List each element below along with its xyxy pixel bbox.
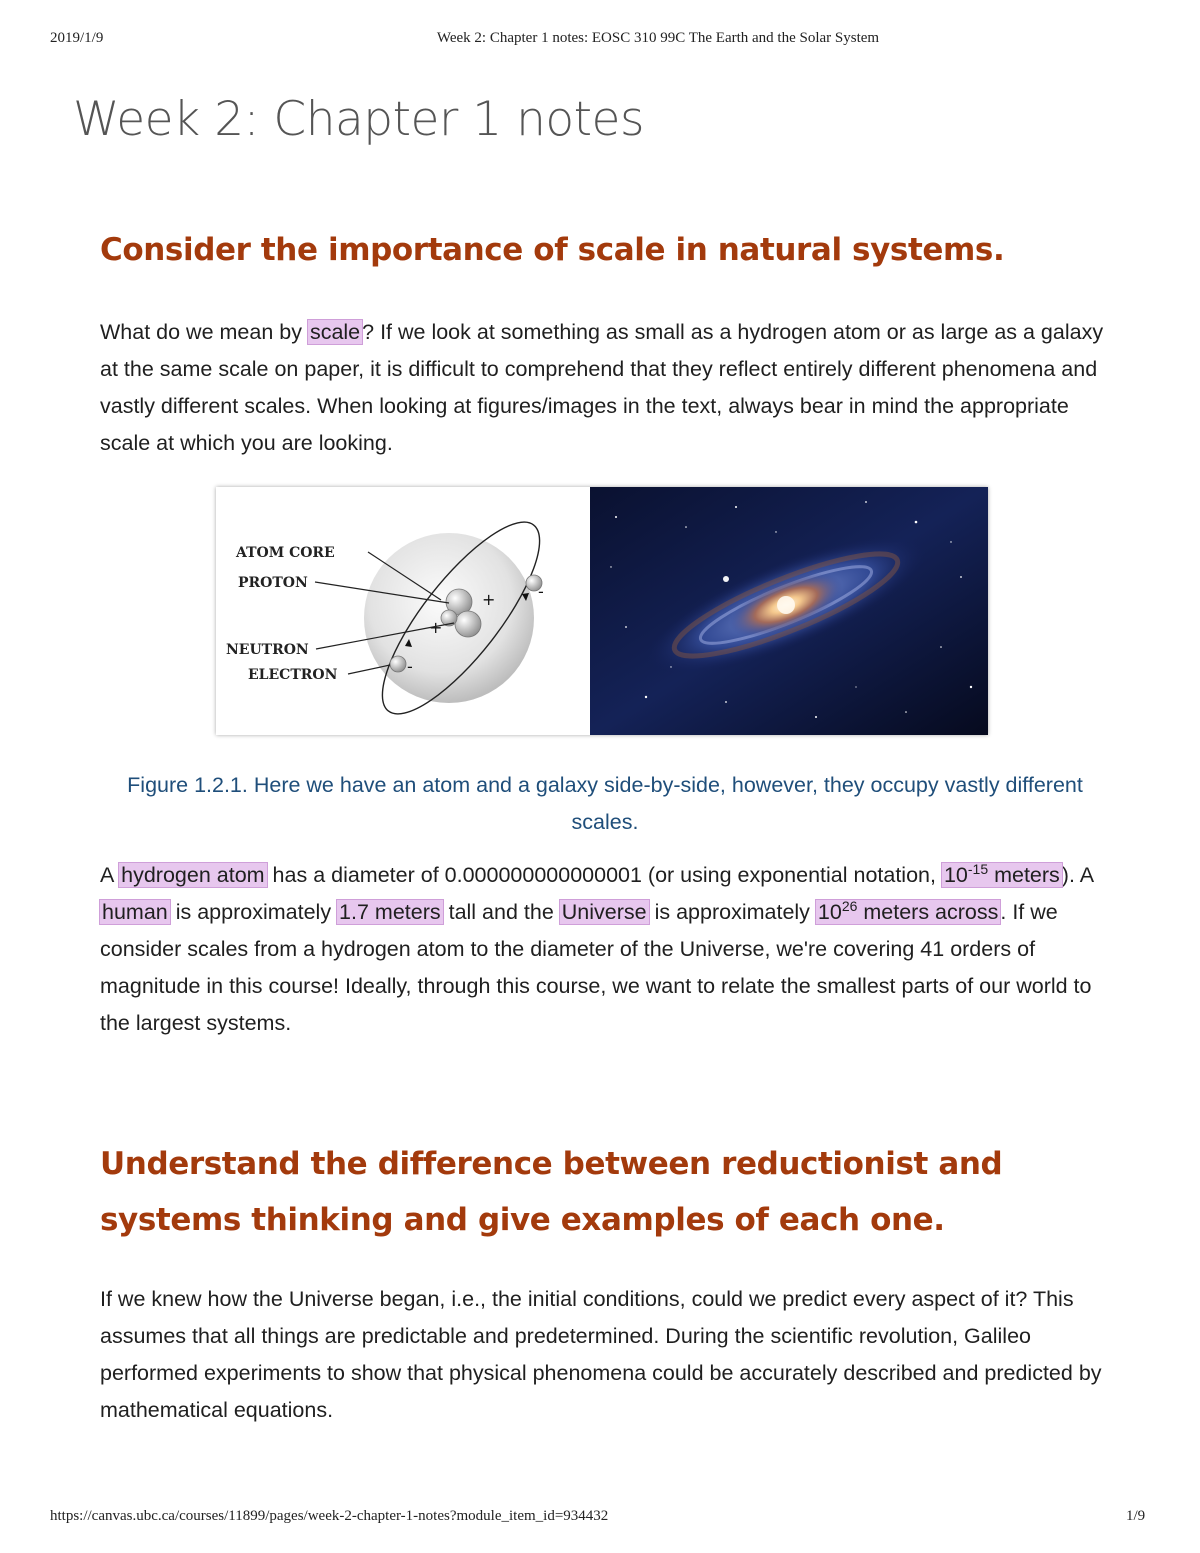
text-run: ? If we look at something as small as a hydrogen atom or as large as a galaxy at the same scale on paper, it is difficult to comprehend that they reflect entirely different phenomena and vastly different scales. When looking at figures/images in the text, always bear in mind the appropriate scale at which you are looking. [100, 320, 1104, 455]
text-run: has a diameter of 0.000000000000001 (or using exponential notation, [266, 863, 942, 887]
paragraph-hydrogen [100, 857, 1110, 1042]
heading-line: systems thinking and give examples of each one. [100, 1202, 945, 1238]
neutron-ball [455, 611, 481, 637]
electron-ball-lower [390, 656, 406, 672]
exponent-base: 10 [817, 900, 842, 924]
highlight-hydrogen-atom[interactable]: hydrogen atom [121, 863, 265, 887]
text-run: . If we consider scales from a hydrogen atom to the diameter of the Universe, we're covering 41 orders of magnitude in this course! Ideally, through this course, we want to relate the smallest parts of our world to the largest systems. [100, 900, 1092, 1035]
highlight-height[interactable]: 1.7 meters [339, 900, 441, 924]
highlight-human[interactable]: human [102, 900, 168, 924]
text-run: is approximately [648, 900, 816, 924]
page-title: Week 2: Chapter 1 notes [73, 92, 644, 147]
figure-atom-galaxy [216, 487, 988, 735]
exponent-unit: meters [988, 863, 1060, 887]
heading-line: Understand the difference between reductionist and [100, 1146, 1003, 1182]
figure-caption: Figure 1.2.1. Here we have an atom and a galaxy side-by-side, however, they occupy vastly different scales. [127, 773, 1083, 834]
figure-svg [216, 487, 988, 735]
highlight-exponent-15[interactable] [942, 860, 1062, 887]
galaxy-image [590, 487, 988, 735]
label-neutron: NEUTRON [226, 642, 309, 658]
footer-url[interactable]: https://canvas.ubc.ca/courses/11899/pages/week-2-chapter-1-notes?module_item_id=934432 [50, 1508, 609, 1524]
bright-star [723, 576, 729, 582]
exponent-unit: meters across [857, 900, 999, 924]
page-number: 1/9 [1126, 1508, 1146, 1524]
text-run: ). A [1061, 863, 1093, 887]
minus-sign: - [407, 657, 413, 676]
section-heading-reductionist [100, 1136, 1002, 1248]
label-proton: PROTON [238, 575, 308, 591]
highlight-universe[interactable]: Universe [561, 900, 647, 924]
highlight-scale[interactable]: scale [309, 320, 361, 344]
label-electron: ELECTRON [248, 667, 338, 683]
exponent-superscript: 26 [841, 897, 858, 914]
text-run: What do we mean by [100, 320, 308, 344]
atom-diagram [216, 487, 588, 735]
print-date: 2019/1/9 [50, 30, 104, 46]
exponent-base: 10 [943, 863, 968, 887]
paragraph-scale [100, 314, 1110, 462]
highlight-exponent-26[interactable] [816, 897, 1000, 924]
print-header [0, 30, 1200, 50]
text-run: is approximately [169, 900, 338, 924]
print-doc-title: Week 2: Chapter 1 notes: EOSC 310 99C The Earth and the Solar System [436, 30, 880, 46]
exponent-superscript: -15 [967, 860, 989, 877]
paragraph-initial-conditions: If we knew how the Universe began, i.e., the initial conditions, could we predict every aspect of it? This assumes that all things are predictable and predetermined. During the scientific revolution, Galileo performed experiments to show that physical phenomena could be accurately described and predicted by mathematical equations. [100, 1287, 1102, 1422]
plus-sign: + [482, 590, 496, 609]
plus-sign: + [429, 618, 443, 637]
label-atom-core: ATOM CORE [236, 545, 335, 561]
minus-sign: - [538, 582, 544, 601]
text-run: tall and the [442, 900, 560, 924]
section-heading-scale: Consider the importance of scale in natural systems. [100, 232, 1005, 268]
text-run: A [100, 863, 120, 887]
